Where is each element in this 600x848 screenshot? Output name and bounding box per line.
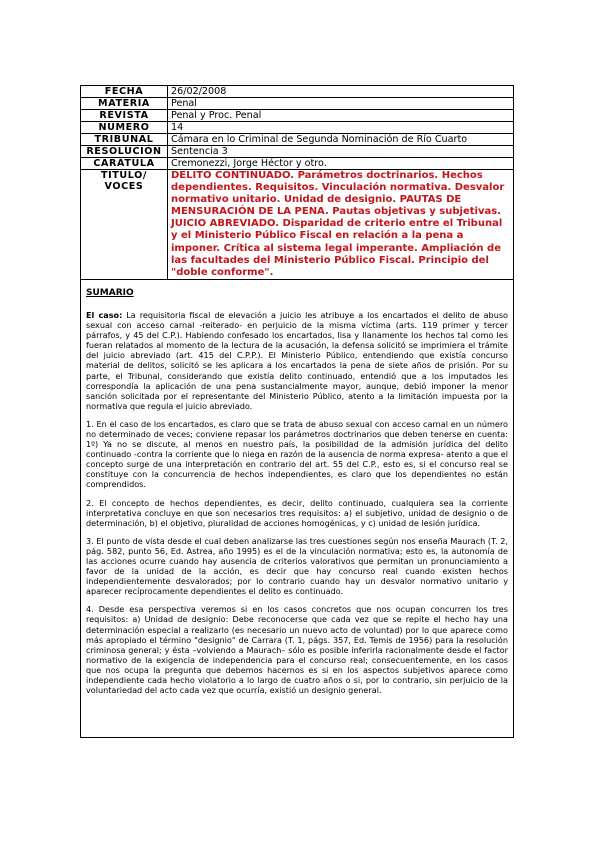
tribunal-value: Cámara en lo Criminal de Segunda Nominación de Río Cuarto: [168, 134, 514, 146]
caso-label: El caso:: [86, 309, 123, 320]
resolucion-label: RESOLUCIÓN: [81, 146, 168, 158]
row-materia: [81, 98, 514, 110]
row-revista: [81, 110, 514, 122]
row-titulo-voces: [81, 170, 514, 280]
document-page: [80, 85, 514, 738]
materia-value: Penal: [168, 98, 514, 110]
resolucion-value: Sentencia 3: [168, 146, 514, 158]
materia-label: MATERIA: [81, 98, 168, 110]
paragraph-3: 3. El punto de vista desde el cual deben analizarse las tres cuestiones según nos enseña Maurach (T. 2, pág. 582, punto 56, Ed. Astrea, año 1995) es el de la vinculación normativa; esto es, la autonomía de las acciones ocurre cuando hay ausencia de criterios valorativos que permitan un pronunciamiento a favor de la unidad de la acción, es decir que hay concurso real cuando existen hechos independientemente desvalorados; por lo contrario cuando hay un desvalor normativo unitario y aparecer recíprocamente dependientes el delito es continuado.: [86, 535, 508, 597]
numero-value: 14: [168, 122, 514, 134]
titulo-voces-value: DELITO CONTINUADO. Parámetros doctrinarios. Hechos dependientes. Requisitos. Vinculación normativa. Desvalor normativo unitario. Unidad de designio. PAUTAS DE MENSURACIÓN DE LA PENA. Pautas objetivas y subjetivas. JUICIO ABREVIADO. Disparidad de criterio entre el Tribunal y el Ministerio Público Fiscal en relación a la pena a imponer. Crítica al sistema legal imperante. Ampliación de las facultades del Ministerio Público Fiscal. Principio del "doble conforme".: [168, 170, 514, 280]
summary-title: SUMARIO: [86, 287, 134, 298]
fecha-label: FECHA: [81, 86, 168, 98]
caratula-label: CARÁTULA: [81, 158, 168, 170]
tribunal-label: TRIBUNAL: [81, 134, 168, 146]
numero-label: NÚMERO: [81, 122, 168, 134]
fecha-value: 26/02/2008: [168, 86, 514, 98]
titulo-voces-label: [81, 170, 168, 280]
paragraph-1: 1. En el caso de los encartados, es claro que se trata de abuso sexual con acceso carnal en un número no determinado de veces; conviene repasar los parámetros doctrinarios que deben tenerse en cuenta: 1º) Ya no se discute, al menos en nuestro país, la posibilidad de la admisión jurídica del delito continuado -contra la corriente que lo niega en razón de la ausencia de norma expresa- atento a que el concepto surge de una interpretación en contrario del art. 55 del C.P., esto es, si el concurso real se constituye con la concurrencia de hechos independientes, es claro que los dependientes no están comprendidos.: [86, 418, 508, 490]
revista-label: REVISTA: [81, 110, 168, 122]
voces-label: VOCES: [104, 181, 144, 192]
row-numero: [81, 122, 514, 134]
summary-box: [80, 280, 514, 738]
revista-value: Penal y Proc. Penal: [168, 110, 514, 122]
row-tribunal: [81, 134, 514, 146]
row-fecha: [81, 86, 514, 98]
paragraph-2: 2. El concepto de hechos dependientes, es decir, delito continuado, cualquiera sea la corriente interpretativa concluye en que son necesarios tres requisitos: a) el subjetivo, unidad de designio o de determinación, b) el objetivo, pluralidad de acciones homogénicas, y c) unidad de lesión jurídica.: [86, 497, 508, 528]
caso-paragraph: [86, 310, 508, 411]
row-caratula: [81, 158, 514, 170]
caso-text: La requisitoria fiscal de elevación a juicio les atribuye a los encartados el delito de abuso sexual con acceso carnal -reiterado- en perjuicio de la misma víctima (arts. 119 primer y tercer párrafos, y 45 del C.P.). Habiendo confesado los encartados, lisa y llanamente los hechos tal como les fueran relatados al momento de la lectura de la acusación, la defensa solicitó se imprimiera el trámite del juicio abreviado (art. 415 del C.P.P.). El Ministerio Público, entendiendo que existía concurso material de delitos, solicitó se les aplicara a los encartados la pena de siete años de prisión. Por su parte, el Tribunal, considerando que existía delito continuado, entendió que a los imputados les correspondía la aplicación de una pena sustancialmente mayor, aunque, debió imponer la menor sanción solicitada por el representante del Ministerio Público, atento a la limitación impuesta por la normativa que regula el juicio abreviado.: [86, 309, 508, 411]
row-resolucion: [81, 146, 514, 158]
metadata-table: [80, 85, 514, 280]
caratula-value: Cremonezzi, Jorge Héctor y otro.: [168, 158, 514, 170]
paragraph-4: 4. Desde esa perspectiva veremos si en los casos concretos que nos ocupan concurren los tres requisitos: a) Unidad de designio: Debe reconocerse que cada vez que se repite el hecho hay una determinación especial a realizarlo (es necesario un nuevo acto de voluntad) por lo que aparece como más apropiado el término "designio" de Carrara (T. 1, págs. 357, Ed. Temis de 1956) para la resolución criminosa general; y ésta –volviendo a Maurach– sólo es posible inferirla racionalmente desde el factor normativo de la exigencia de independencia para el concurso real; consecuentemente, en los casos que nos ocupa la pregunta que debemos hacernos es si en los aspectos subjetivos aparece como independiente cada hecho violatorio a lo largo de cuatro años o si, por lo contrario, sin perjuicio de la voluntariedad del acto cada vez que ocurría, existió un designio general.: [86, 604, 508, 696]
titulo-label: TITULO/: [100, 170, 148, 181]
